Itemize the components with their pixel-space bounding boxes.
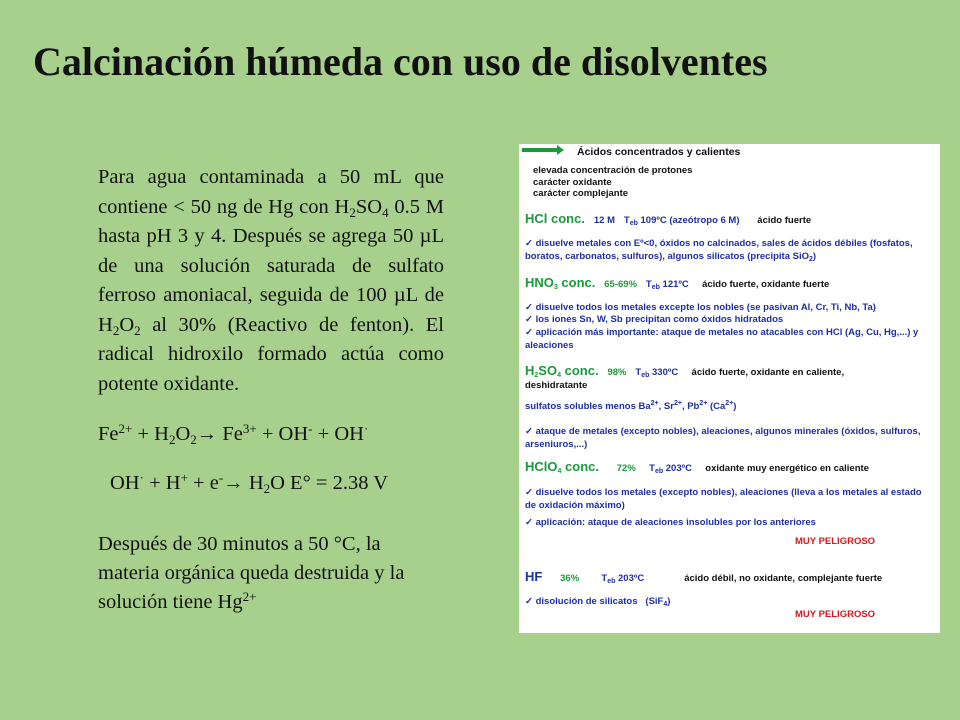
procedure-paragraph: Para agua contaminada a 50 mL que contiene < 50 ng de Hg con $H_2SO_4$ 0.5 M hasta pH 3 y 4. Después se agrega 50 µL de una solución saturada de sulfato ferroso amoniacal, seguida de 100 µL de $H_2O_2$ al 30% (Reactivo de fenton). El radical hidroxilo formado actúa como potente oxidante. (98, 166, 444, 395)
main-text-block (98, 163, 444, 399)
hclo4-note: ✓ aplicación: ataque de aleaciones insolubles por los anteriores (525, 517, 816, 528)
hno3-note: ✓ disuelve todos los metales excepte los nobles (se pasivan Al, Cr, Ti, Nb, Ta) (525, 302, 876, 313)
result-paragraph: Después de 30 minutos a 50 °C, la materia orgánica queda destruida y la solución tiene $Hg^{2+}$ (98, 533, 405, 613)
h2so4-desc2: deshidratante (525, 380, 588, 391)
h2so4-note: ✓ ataque de metales (excepto nobles), aleaciones, algunos minerales (óxidos, sulfuros, arseniuros,...) (525, 426, 921, 450)
slide-title: Calcinación húmeda con uso de disolventes (33, 39, 768, 84)
hf-heading: HF 36% $T_{eb}$ 203ºC ácido débil, no oxidante, complejante fuerte (525, 569, 883, 585)
hf-note: ✓ disolución de silicatos (SiF$_4$) (525, 596, 671, 608)
acids-reference-panel (519, 144, 940, 633)
h2so4-heading: $H_2SO_4$ conc. 98% $T_{eb}$ 330ºC ácido fuerte, oxidante en caliente, (525, 363, 845, 379)
reaction-arrow: → (223, 472, 244, 494)
reaction-arrow: → (196, 423, 218, 445)
intro-line: carácter complejante (533, 188, 629, 199)
hno3-note: ✓ aplicación más importante: ataque de metales no atacables con HCl (Ag, Cu, Hg,...) y aleaciones (525, 327, 919, 351)
hno3-note: ✓ los iones Sn, W, Sb precipitan como óxidos hidratados (525, 314, 784, 325)
intro-line: carácter oxidante (533, 177, 612, 188)
hydroxyl-equation: $OH^\cdot + H^+ + e^-\to H_2O$ E° = 2.38 V (110, 470, 389, 496)
warning-badge: MUY PELIGROSO (795, 609, 876, 620)
hclo4-heading: HClO$_4$ conc. 72% $T_{eb}$ 203ºC oxidante muy energético en caliente (525, 459, 869, 475)
hcl-note: ✓ disuelve metales con Eº<0, óxidos no calcinados, sales de ácidos débiles (fosfatos, boratos, carbonatos, sulfuros), algunos silicatos (precipita SiO$_2$) (525, 238, 913, 263)
h2so4-sulfatos: sulfatos solubles menos $Ba^{2+}$, $Sr^{2+}$, $Pb^{2+}$ $(Ca^{2+})$ (525, 400, 737, 412)
hcl-heading: HCl conc. 12 M $T_{eb}$ 109ºC (azeótropo 6 M) ácido fuerte (525, 211, 812, 227)
panel-header: Ácidos concentrados y calientes (577, 146, 741, 158)
hclo4-note: ✓ disuelve todos los metales (excepto nobles), aleaciones (lleva a los metales al estado de oxidación máximo) (525, 487, 922, 511)
warning-badge: MUY PELIGROSO (795, 536, 876, 547)
arrow-icon (522, 148, 558, 152)
intro-line: elevada concentración de protones (533, 165, 693, 176)
hno3-heading: $HNO_3$ conc. 65-69% $T_{eb}$ 121ºC ácido fuerte, oxidante fuerte (525, 275, 830, 291)
fenton-equation: $Fe^{2+} + H_2O_2\to Fe^{3+} + OH^- + OH^\cdot$ (98, 421, 369, 447)
